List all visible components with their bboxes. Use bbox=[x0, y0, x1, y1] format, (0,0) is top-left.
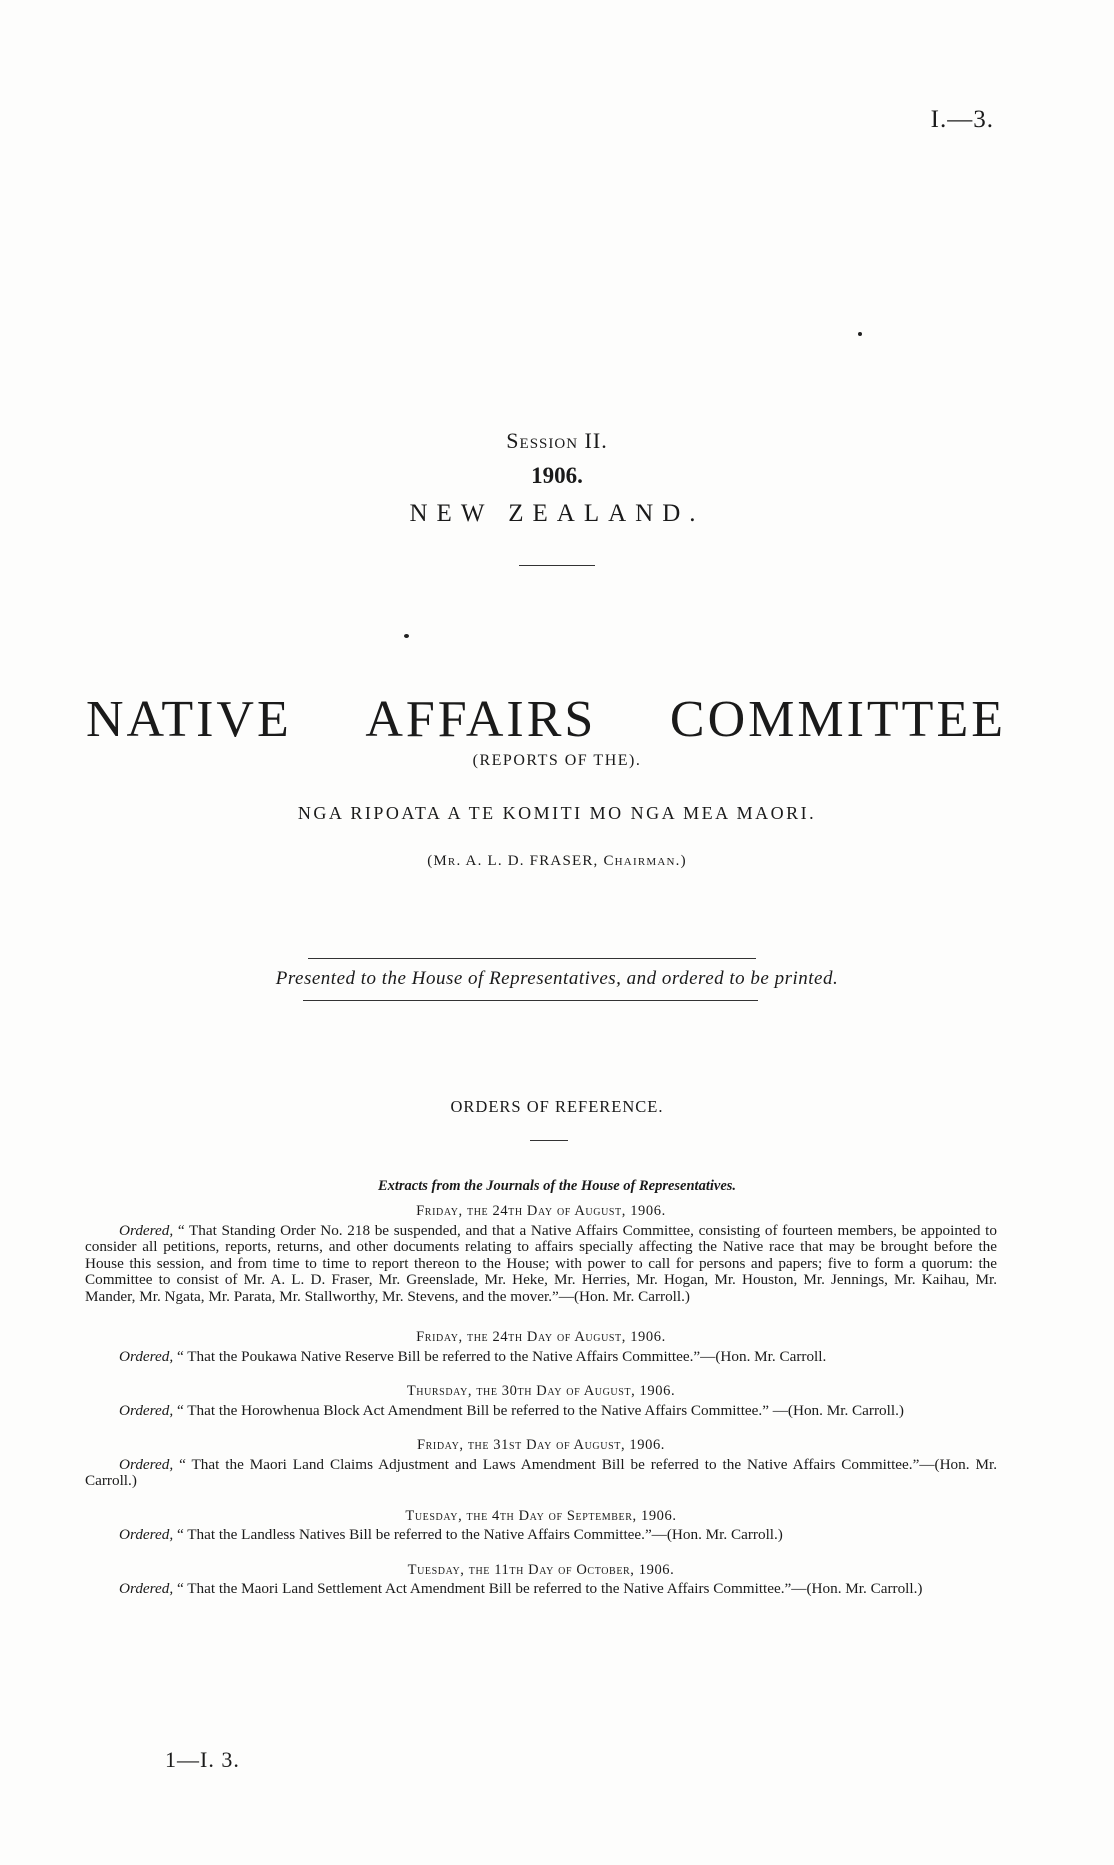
year-label: 1906. bbox=[531, 463, 583, 488]
session-label: Session II. bbox=[506, 428, 608, 453]
order-date: Tuesday, the 11th Day of October, 1906. bbox=[407, 1561, 675, 1578]
order-body: “ That the Maori Land Settlement Act Amendment Bill be referred to the Native Affairs Committee.”—(Hon. Mr. Carroll.) bbox=[173, 1580, 923, 1597]
order-body: “ That the Landless Natives Bill be referred to the Native Affairs Committee.”—(Hon. Mr. Carroll.) bbox=[173, 1526, 783, 1543]
divider-rule bbox=[303, 1000, 758, 1001]
divider-rule bbox=[308, 958, 756, 959]
order-entry bbox=[85, 1383, 997, 1419]
order-text bbox=[85, 1403, 997, 1420]
order-lead: Ordered, bbox=[119, 1455, 174, 1473]
divider-rule bbox=[530, 1140, 568, 1141]
divider-rule bbox=[519, 565, 595, 566]
order-lead: Ordered, bbox=[119, 1347, 174, 1365]
order-text bbox=[85, 1527, 997, 1544]
order-entry bbox=[85, 1508, 997, 1544]
subtitle: (REPORTS OF THE). bbox=[472, 752, 642, 769]
print-speck bbox=[404, 634, 409, 638]
title-word: COMMITTEE bbox=[669, 691, 1006, 748]
order-lead: Ordered, bbox=[119, 1580, 174, 1597]
title-word: AFFAIRS bbox=[365, 691, 597, 748]
maori-title: NGA RIPOATA A TE KOMITI MO NGA MEA MAORI. bbox=[297, 803, 817, 823]
extracts-caption: Extracts from the Journals of the House of Representatives. bbox=[377, 1178, 737, 1194]
order-lead: Ordered, bbox=[119, 1526, 174, 1543]
chairman-line: (Mr. A. L. D. FRASER, Chairman.) bbox=[427, 853, 687, 869]
order-text bbox=[85, 1581, 997, 1598]
order-body: “ That the Poukawa Native Reserve Bill be referred to the Native Affairs Committee.”—(Hon. Mr. Carroll. bbox=[173, 1347, 827, 1365]
order-date: Thursday, the 30th Day of August, 1906. bbox=[406, 1383, 676, 1399]
main-title bbox=[86, 690, 1006, 749]
orders-heading: ORDERS OF REFERENCE. bbox=[450, 1097, 664, 1116]
order-entry bbox=[85, 1329, 997, 1365]
order-entry bbox=[85, 1562, 997, 1598]
order-entry bbox=[85, 1437, 997, 1490]
orders-list bbox=[85, 1203, 997, 1598]
order-date: Friday, the 31st Day of August, 1906. bbox=[416, 1437, 666, 1453]
title-word: NATIVE bbox=[86, 691, 292, 748]
order-lead: Ordered, bbox=[119, 1401, 174, 1419]
order-text bbox=[85, 1457, 997, 1490]
presented-line: Presented to the House of Representatives, and ordered to be printed. bbox=[275, 968, 839, 989]
order-body: “ That the Horowhenua Block Act Amendment Bill be referred to the Native Affairs Committee.” —(Hon. Mr. Carroll.) bbox=[173, 1401, 904, 1419]
footer-signature-mark: 1—I. 3. bbox=[165, 1747, 240, 1772]
print-speck bbox=[858, 332, 862, 336]
order-text bbox=[85, 1223, 997, 1306]
order-body: “ That the Maori Land Claims Adjustment and Laws Amendment Bill be referred to the Native Affairs Committee.”—(Hon. Mr. Carroll.) bbox=[85, 1455, 997, 1489]
page-reference: I.—3. bbox=[930, 106, 994, 133]
order-lead: Ordered, bbox=[119, 1221, 174, 1239]
country-label: NEW ZEALAND. bbox=[409, 500, 705, 527]
order-date: Friday, the 24th Day of August, 1906. bbox=[416, 1329, 666, 1345]
order-text bbox=[85, 1349, 997, 1366]
order-date: Tuesday, the 4th Day of September, 1906. bbox=[405, 1507, 677, 1524]
order-body: “ That Standing Order No. 218 be suspended, and that a Native Affairs Committee, consisting of fourteen members, be appointed to consider all petitions, reports, returns, and other documents relating to affairs specially affecting the Native race that may be brought before the House this session, and from time to time to report thereon to the House; with power to call for persons and papers; five to form a quorum: the Committee to consist of Mr. A. L. D. Fraser, Mr. Greenslade, Mr. Heke, Mr. Herries, Mr. Hogan, Mr. Houston, Mr. Jennings, Mr. Kaihau, Mr. Mander, Mr. Ngata, Mr. Parata, Mr. Stallworthy, Mr. Stevens, and the mover.”—(Hon. Mr. Carroll.) bbox=[85, 1221, 997, 1305]
order-date: Friday, the 24th Day of August, 1906. bbox=[416, 1203, 666, 1219]
order-entry bbox=[85, 1203, 997, 1305]
